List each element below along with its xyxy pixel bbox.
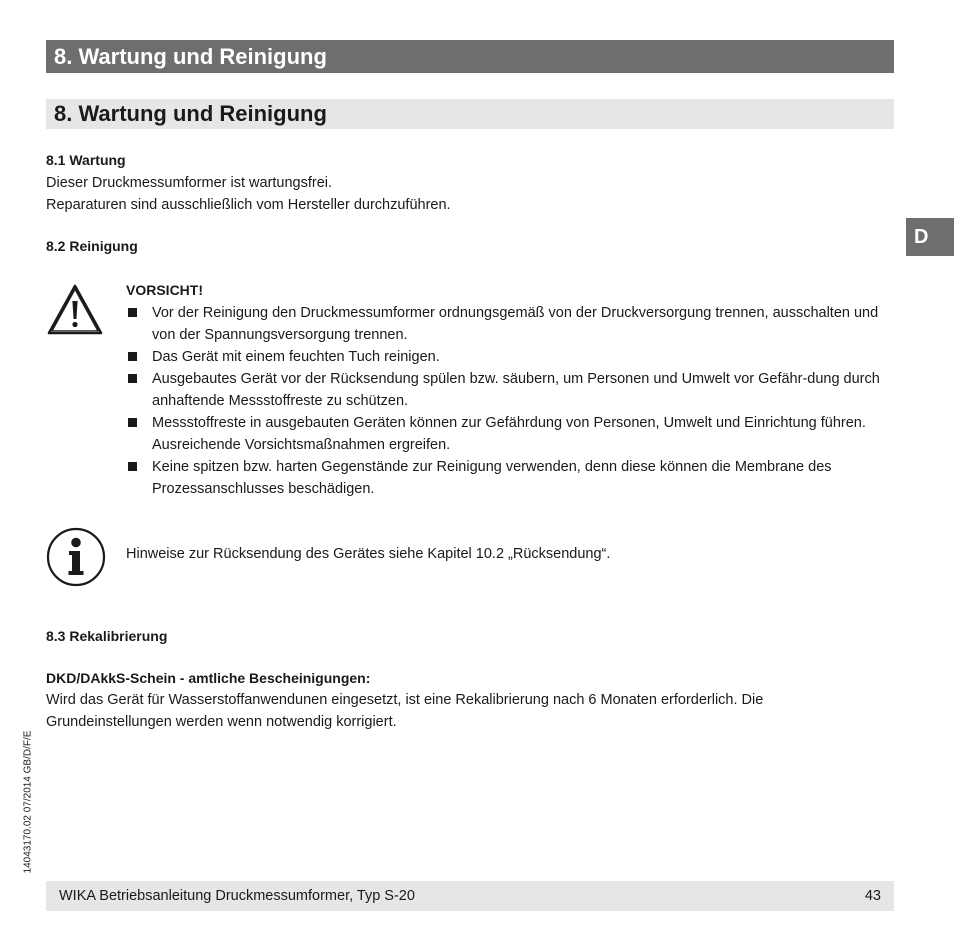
paragraph-line: Reparaturen sind ausschließlich vom Hersteller durchzuführen. xyxy=(46,197,451,213)
info-note: Hinweise zur Rücksendung des Gerätes siehe Kapitel 10.2 „Rücksendung“. xyxy=(126,546,611,562)
subsection-heading-wartung: 8.1 Wartung xyxy=(46,152,126,168)
page-footer xyxy=(46,881,894,911)
caution-title: VORSICHT! xyxy=(126,282,203,298)
language-tab: D xyxy=(906,218,954,256)
subsection-heading-reinigung: 8.2 Reinigung xyxy=(46,238,138,254)
paragraph-line: Grundeinstellungen werden wenn notwendig korrigiert. xyxy=(46,714,397,730)
list-item: Vor der Reinigung den Druckmessumformer ordnungsgemäß von der Druckversorgung trennen, ausschalten und von der Spannungsversorgung trennen. xyxy=(126,302,896,346)
caution-list xyxy=(126,302,896,500)
section-title: 8. Wartung und Reinigung xyxy=(46,99,894,129)
document-code-text: 14043170.02 07/2014 GB/D/F/E xyxy=(22,730,34,874)
document-code xyxy=(22,712,34,892)
list-item: Keine spitzen bzw. harten Gegenstände zur Reinigung verwenden, denn diese können die Membrane des Prozessanschlusses beschädigen. xyxy=(126,456,896,500)
list-item: Messstoffreste in ausgebauten Geräten können zur Gefährdung von Personen, Umwelt und Einrichtung führen. Ausreichende Vorsichtsmaßnahmen ergreifen. xyxy=(126,412,896,456)
paragraph-line: Wird das Gerät für Wasserstoffanwendunen eingesetzt, ist eine Rekalibrierung nach 6 Monaten erforderlich. Die xyxy=(46,692,764,708)
paragraph-line: Dieser Druckmessumformer ist wartungsfrei. xyxy=(46,175,333,191)
list-item: Das Gerät mit einem feuchten Tuch reinigen. xyxy=(126,346,896,368)
list-item: Ausgebautes Gerät vor der Rücksendung spülen bzw. säubern, um Personen und Umwelt vor Gefähr-dung durch anhaftende Messstoffreste zu schützen. xyxy=(126,368,896,412)
info-icon xyxy=(46,527,106,587)
subsection-heading-rekalibrierung: 8.3 Rekalibrierung xyxy=(46,628,168,644)
warning-triangle-icon xyxy=(46,283,104,337)
page-number: 43 xyxy=(864,888,881,904)
certificate-heading: DKD/DAkkS-Schein - amtliche Bescheinigungen: xyxy=(46,670,371,686)
footer-text: WIKA Betriebsanleitung Druckmessumformer, Typ S-20 xyxy=(59,888,415,904)
section-title-bar: 8. Wartung und Reinigung xyxy=(46,40,894,73)
